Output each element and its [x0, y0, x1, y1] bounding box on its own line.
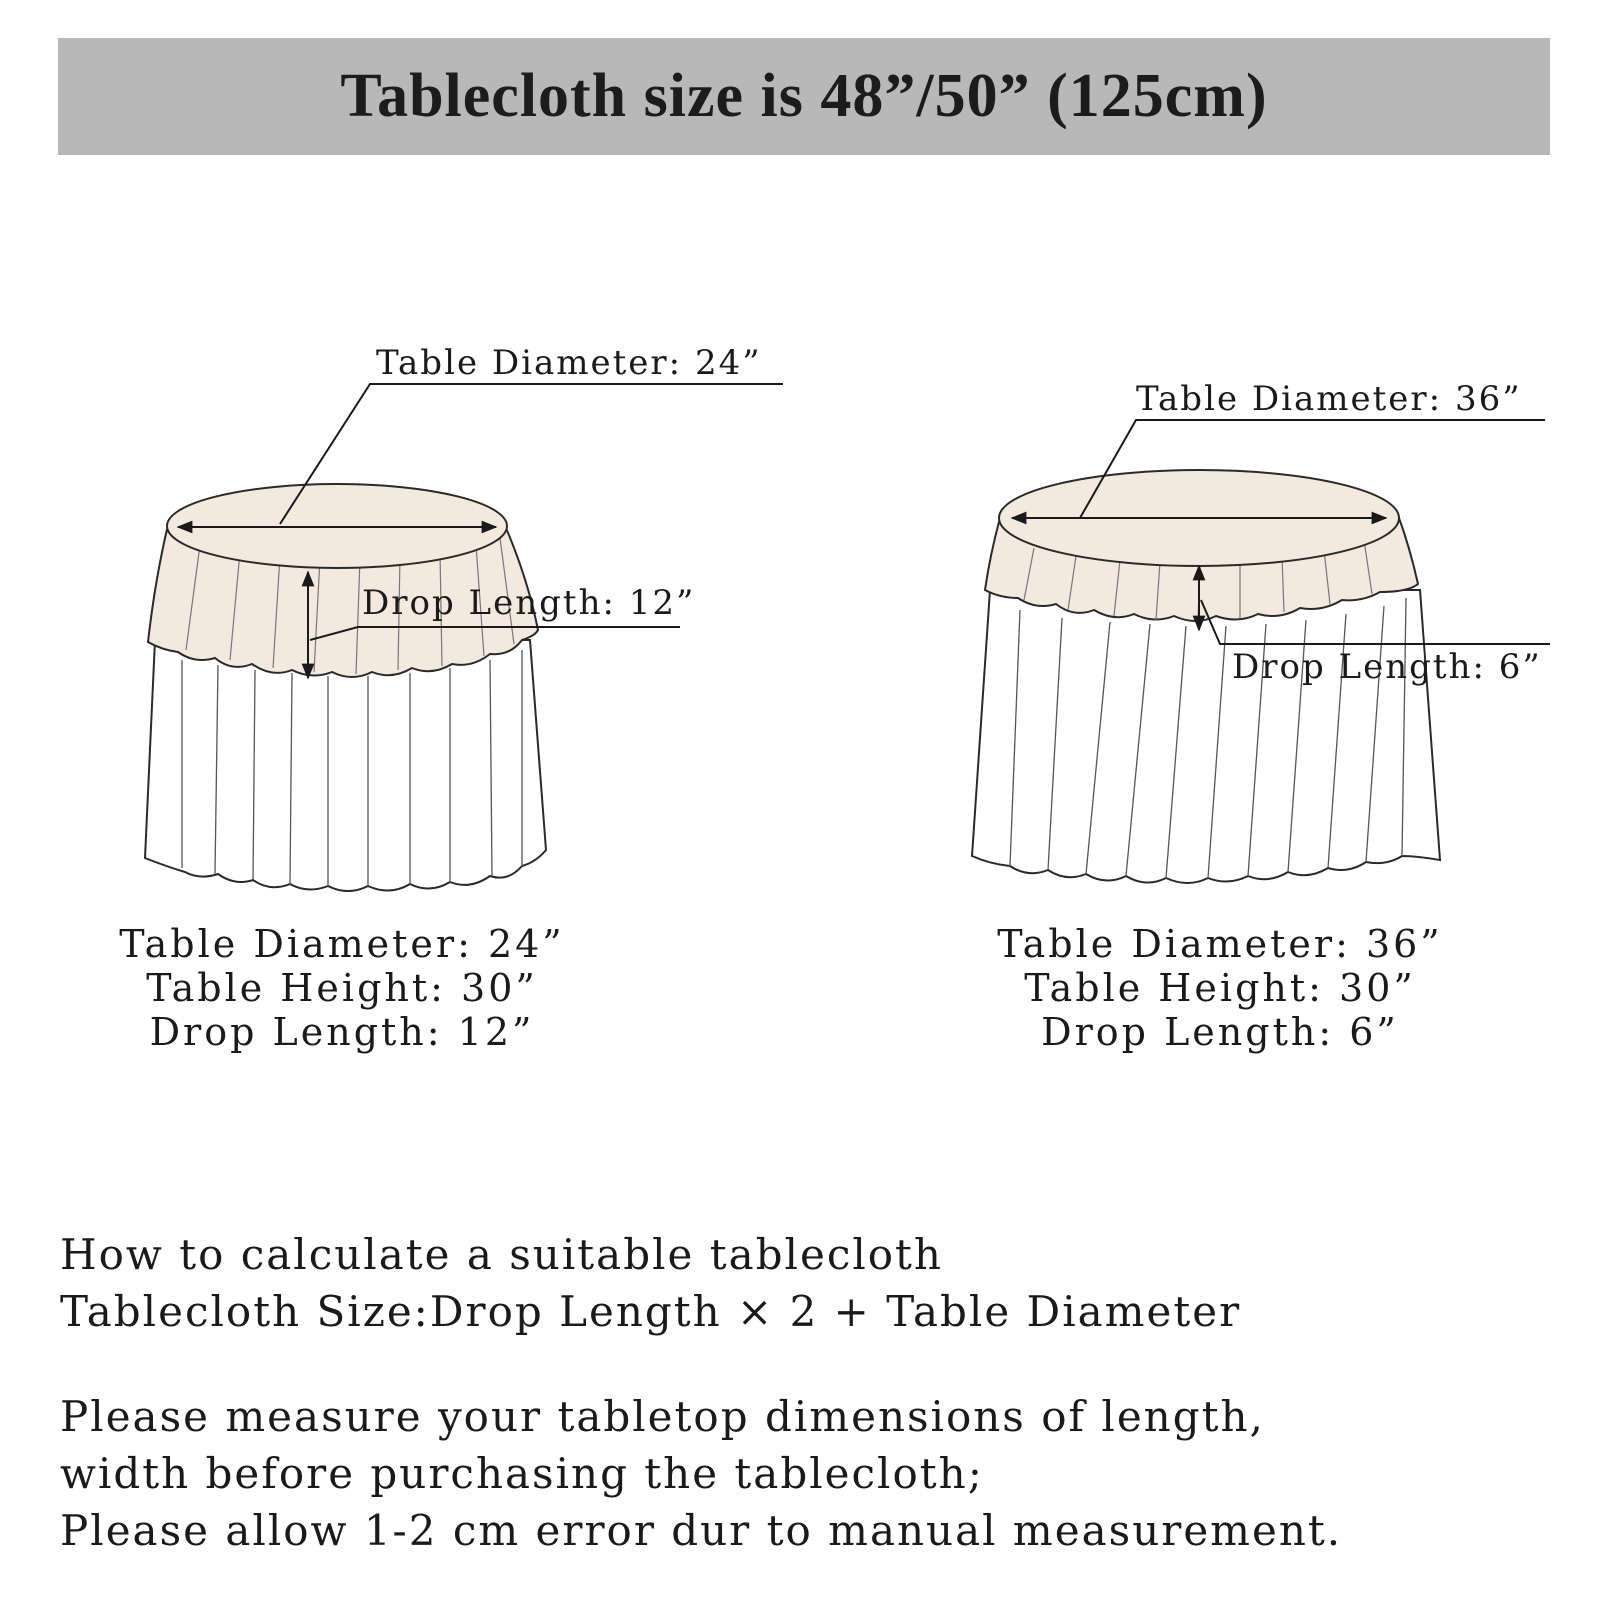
- right-table-specs: [940, 922, 1500, 1054]
- right-spec-diameter: Table Diameter: 36”: [997, 922, 1443, 966]
- formula-section: [60, 1226, 1241, 1340]
- right-diameter-callout: Table Diameter: 36”: [1136, 379, 1522, 419]
- left-table-specs: [62, 922, 622, 1054]
- formula-heading: How to calculate a suitable tablecloth: [60, 1230, 943, 1279]
- right-spec-height: Table Height: 30”: [1024, 966, 1416, 1010]
- left-spec-drop: Drop Length: 12”: [149, 1010, 535, 1054]
- left-tablecloth-skirt: [145, 640, 546, 891]
- left-drop-callout: Drop Length: 12”: [362, 583, 696, 623]
- formula-equation: Tablecloth Size:Drop Length × 2 + Table Diameter: [60, 1287, 1242, 1336]
- right-drop-callout: Drop Length: 6”: [1232, 647, 1542, 687]
- left-spec-height: Table Height: 30”: [146, 966, 538, 1010]
- instructions-section: [60, 1388, 1342, 1559]
- right-tablecloth-skirt: [972, 590, 1440, 883]
- left-diameter-callout: Table Diameter: 24”: [376, 343, 762, 383]
- instruction-line-2: width before purchasing the tablecloth;: [60, 1449, 984, 1498]
- banner-title: Tablecloth size is 48”/50” (125cm): [340, 62, 1268, 130]
- instruction-line-1: Please measure your tabletop dimensions of length,: [60, 1392, 1265, 1441]
- left-table-illustration: [145, 384, 783, 891]
- instruction-line-3: Please allow 1-2 cm error dur to manual measurement.: [60, 1506, 1343, 1555]
- left-spec-diameter: Table Diameter: 24”: [119, 922, 565, 966]
- right-spec-drop: Drop Length: 6”: [1041, 1010, 1399, 1054]
